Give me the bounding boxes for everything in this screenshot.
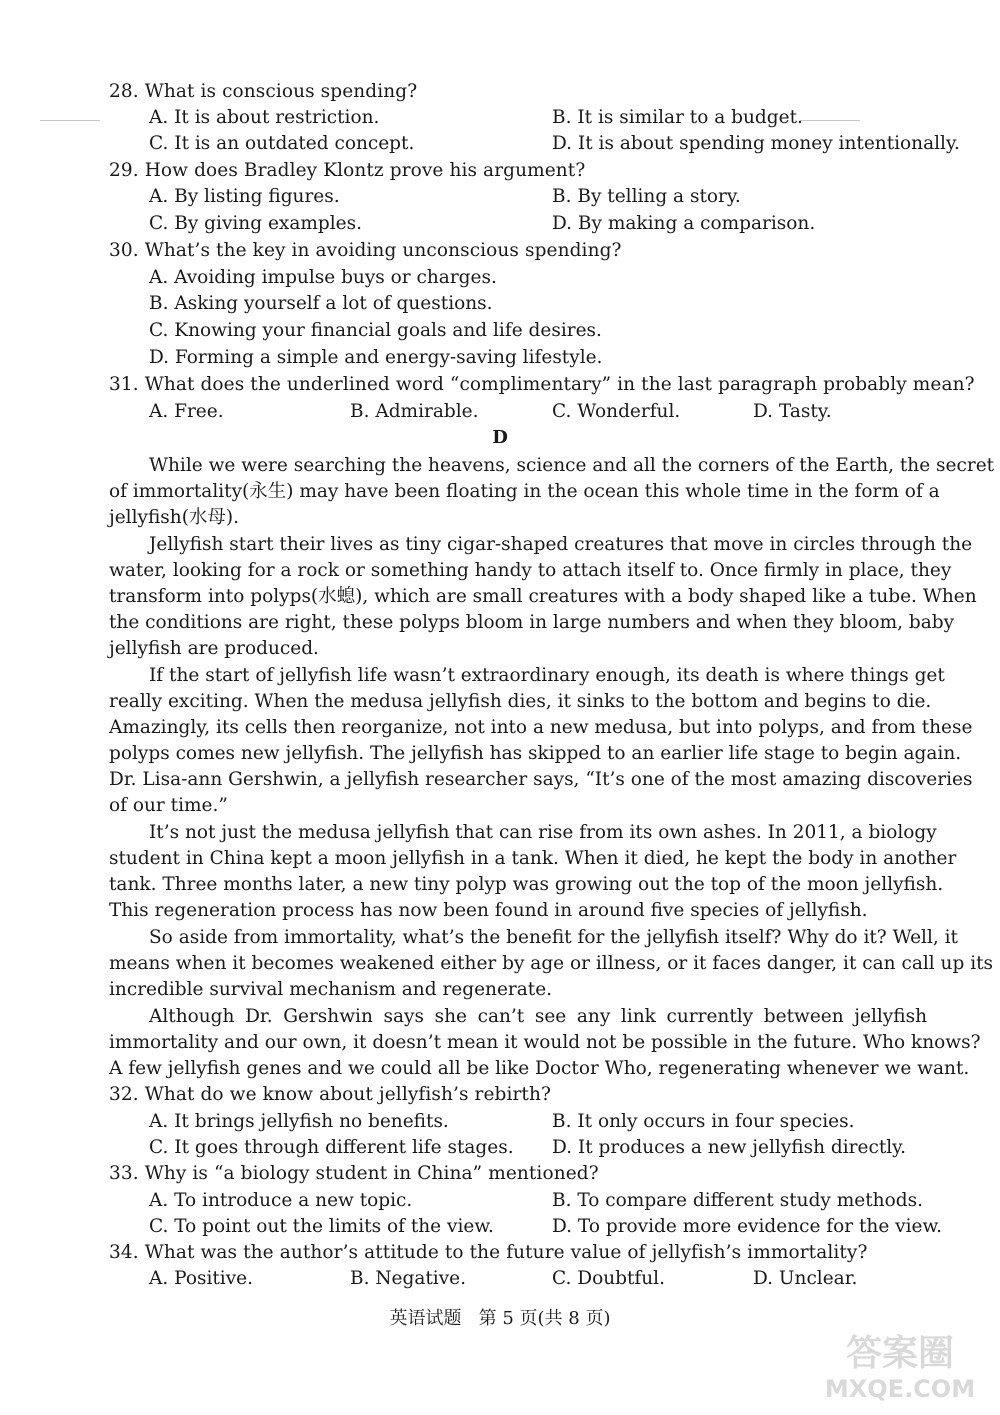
option: A. Positive. (149, 1268, 253, 1289)
option: C. By giving examples. (149, 213, 362, 234)
option: C. It goes through different life stages. (149, 1137, 514, 1158)
option: A. Avoiding impulse buys or charges. (149, 267, 497, 288)
passage-line: While we were searching the heavens, science and all the corners of the Earth, the secret (149, 455, 995, 476)
option: A. To introduce a new topic. (149, 1190, 413, 1211)
passage-line: of our time.” (109, 795, 228, 816)
option: A. Free. (149, 401, 224, 422)
option: D. Forming a simple and energy-saving lifestyle. (149, 347, 603, 368)
option: C. It is an outdated concept. (149, 133, 415, 154)
option: A. It is about restriction. (149, 107, 380, 128)
section-heading: D (492, 427, 508, 448)
question-stem: 34. What was the author’s attitude to the future value of jellyfish’s immortality? (109, 1242, 868, 1263)
passage-line: water, looking for a rock or something handy to attach itself to. Once firmly in place, they (109, 560, 952, 581)
question-stem: 30. What’s the key in avoiding unconscious spending? (109, 240, 622, 261)
option: D. Unclear. (753, 1268, 858, 1289)
question-stem: 33. Why is “a biology student in China” mentioned? (109, 1163, 599, 1184)
option: C. Doubtful. (552, 1268, 665, 1289)
option: D. It is about spending money intentionally. (552, 133, 960, 154)
passage-line: of immortality(永生) may have been floating in the ocean this whole time in the form of a (109, 481, 940, 502)
passage-line: Amazingly, its cells then reorganize, not into a new medusa, but into polyps, and from these (109, 717, 973, 738)
option: B. It is similar to a budget. (552, 107, 803, 128)
scan-rule-right (800, 120, 860, 121)
option: B. Negative. (350, 1268, 466, 1289)
passage-line: means when it becomes weakened either by age or illness, or it faces danger, it can call up its (109, 953, 994, 974)
option: A. It brings jellyfish no benefits. (149, 1111, 449, 1132)
option: B. It only occurs in four species. (552, 1111, 855, 1132)
scan-rule-left (40, 120, 100, 121)
passage-line: jellyfish are produced. (109, 638, 319, 659)
passage-line: So aside from immortality, what’s the benefit for the jellyfish itself? Why do it? Well, it (149, 927, 958, 948)
passage-line: student in China kept a moon jellyfish in a tank. When it died, he kept the body in another (109, 848, 957, 869)
question-stem: 32. What do we know about jellyfish’s rebirth? (109, 1084, 551, 1105)
option: D. By making a comparison. (552, 213, 816, 234)
passage-line: incredible survival mechanism and regenerate. (109, 979, 553, 1000)
option: C. Knowing your financial goals and life desires. (149, 320, 602, 341)
passage-line: really exciting. When the medusa jellyfish dies, it sinks to the bottom and begins to die. (109, 691, 932, 712)
passage-line: transform into polyps(水螅), which are small creatures with a body shaped like a tube. When (109, 586, 977, 607)
page-footer: 英语试题 第 5 页(共 8 页) (389, 1308, 611, 1329)
option: B. Asking yourself a lot of questions. (149, 293, 493, 314)
question-stem: 29. How does Bradley Klontz prove his argument? (109, 160, 586, 181)
watermark-logo-text: 答案圈 (845, 1333, 955, 1374)
passage-line: If the start of jellyfish life wasn’t extraordinary enough, its death is where things get (149, 665, 945, 686)
passage-line: A few jellyfish genes and we could all be like Doctor Who, regenerating whenever we want. (109, 1058, 970, 1079)
passage-line: It’s not just the medusa jellyfish that can rise from its own ashes. In 2011, a biology (149, 822, 937, 843)
option: B. By telling a story. (552, 186, 741, 207)
passage-line: Although Dr. Gershwin says she can’t see any link currently between jellyfish (149, 1006, 927, 1027)
watermark-logo-url: MXQE.COM (824, 1375, 976, 1403)
question-stem: 31. What does the underlined word “complimentary” in the last paragraph probably mean? (109, 374, 975, 395)
question-stem: 28. What is conscious spending? (109, 81, 418, 102)
option: C. Wonderful. (552, 401, 681, 422)
passage-line: immortality and our own, it doesn’t mean it would not be possible in the future. Who knows? (109, 1032, 981, 1053)
option: B. To compare different study methods. (552, 1190, 923, 1211)
passage-line: jellyfish(水母). (109, 507, 240, 528)
option: C. To point out the limits of the view. (149, 1216, 494, 1237)
option: B. Admirable. (350, 401, 479, 422)
passage-line: the conditions are right, these polyps bloom in large numbers and when they bloom, baby (109, 612, 955, 633)
watermark-logo (815, 1325, 985, 1405)
option: D. To provide more evidence for the view. (552, 1216, 943, 1237)
passage-line: Dr. Lisa-ann Gershwin, a jellyfish researcher says, “It’s one of the most amazing discoveries (109, 769, 973, 790)
option: A. By listing figures. (149, 186, 340, 207)
passage-line: tank. Three months later, a new tiny polyp was growing out the top of the moon jellyfish. (109, 874, 944, 895)
option: D. Tasty. (753, 401, 832, 422)
passage-line: This regeneration process has now been found in around five species of jellyfish. (109, 900, 868, 921)
passage-line: polyps comes new jellyfish. The jellyfish has skipped to an earlier life stage to begin again. (109, 743, 962, 764)
option: D. It produces a new jellyfish directly. (552, 1137, 907, 1158)
passage-line: Jellyfish start their lives as tiny cigar-shaped creatures that move in circles through the (149, 534, 973, 555)
